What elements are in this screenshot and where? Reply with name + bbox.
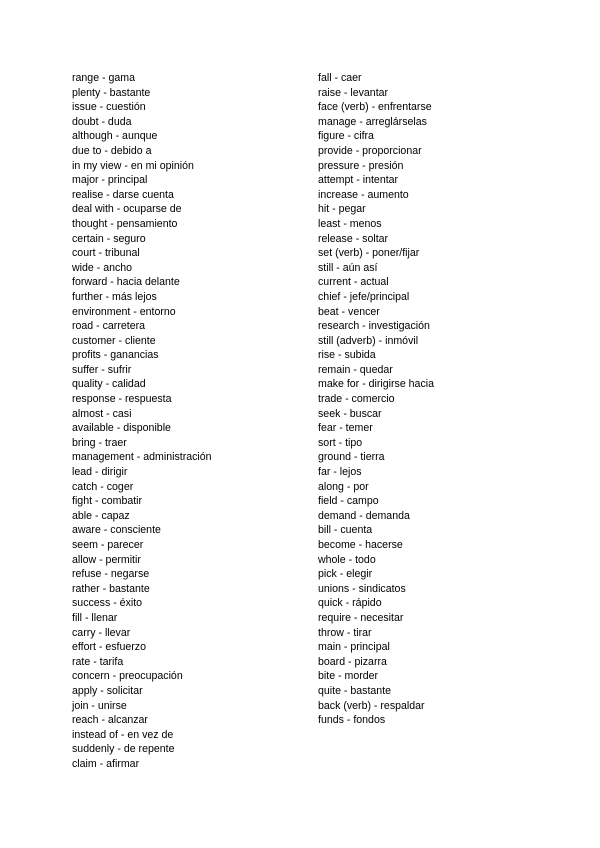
vocabulary-entry: release - soltar [318, 232, 389, 245]
vocabulary-entry: manage - arreglárselas [318, 115, 427, 128]
vocabulary-entry: lead - dirigir [72, 466, 128, 479]
vocabulary-entry: fill - llenar [72, 611, 118, 624]
vocabulary-entry: profits - ganancias [72, 349, 159, 362]
vocabulary-entry: doubt - duda [72, 115, 132, 128]
vocabulary-entry: fall - caer [318, 72, 362, 84]
vocabulary-entry: attempt - intentar [318, 174, 399, 187]
vocabulary-entry: wide - ancho [72, 261, 133, 274]
vocabulary-entry: fear - temer [318, 422, 373, 435]
vocabulary-entry: make for - dirigirse hacia [318, 378, 434, 391]
vocabulary-entry: remain - quedar [318, 363, 393, 376]
vocabulary-entry: quite - bastante [318, 684, 392, 697]
vocabulary-entry: increase - aumento [318, 188, 409, 201]
vocabulary-entry: bite - morder [318, 670, 379, 683]
vocabulary-entry: least - menos [318, 217, 382, 230]
vocabulary-entry: quick - rápido [318, 597, 382, 610]
vocabulary-entry: hit - pegar [318, 203, 366, 216]
vocabulary-entry: rather - bastante [72, 582, 150, 595]
vocabulary-entry: back (verb) - respaldar [318, 699, 425, 712]
vocabulary-entry: suddenly - de repente [72, 743, 175, 756]
vocabulary-entry: aware - consciente [72, 524, 161, 537]
vocabulary-entry: apply - solicitar [72, 684, 143, 697]
vocabulary-entry: board - pizarra [318, 655, 387, 668]
vocabulary-entry: customer - cliente [72, 334, 156, 347]
vocabulary-entry: rate - tarifa [72, 655, 124, 668]
vocabulary-entry: plenty - bastante [72, 86, 151, 99]
vocabulary-entry: realise - darse cuenta [72, 188, 174, 201]
vocabulary-entry: instead of - en vez de [72, 728, 174, 741]
vocabulary-entry: main - principal [318, 641, 390, 654]
vocabulary-entry: suffer - sufrir [72, 363, 132, 376]
vocabulary-entry: effort - esfuerzo [72, 641, 146, 654]
vocabulary-entry: join - unirse [72, 699, 127, 712]
vocabulary-entry: issue - cuestión [72, 101, 146, 114]
vocabulary-entry: face (verb) - enfrentarse [318, 101, 432, 114]
vocabulary-entry: due to - debido a [72, 144, 152, 157]
vocabulary-entry: further - más lejos [72, 290, 157, 303]
vocabulary-entry: require - necesitar [318, 611, 404, 624]
vocabulary-entry: forward - hacia delante [72, 276, 180, 289]
vocabulary-entry: field - campo [318, 495, 379, 508]
vocabulary-entry: reach - alcanzar [72, 714, 148, 727]
vocabulary-entry: court - tribunal [72, 247, 140, 260]
vocabulary-entry: major - principal [72, 174, 148, 187]
vocabulary-entry: still - aún así [318, 261, 378, 274]
vocabulary-entry: claim - afirmar [72, 757, 140, 770]
vocabulary-entry: provide - proporcionar [318, 144, 422, 157]
vocabulary-entry: current - actual [318, 276, 389, 289]
vocabulary-entry: trade - comercio [318, 393, 395, 406]
vocabulary-entry: success - éxito [72, 597, 143, 610]
vocabulary-entry: almost - casi [72, 407, 132, 420]
vocabulary-entry: fight - combatir [72, 495, 143, 508]
vocabulary-entry: catch - coger [72, 480, 134, 493]
vocabulary-entry: thought - pensamiento [72, 217, 178, 230]
vocabulary-column-right [318, 71, 558, 728]
vocabulary-entry: set (verb) - poner/fijar [318, 247, 420, 260]
vocabulary-entry: chief - jefe/principal [318, 290, 410, 303]
vocabulary-entry: environment - entorno [72, 305, 176, 318]
vocabulary-entry: bring - traer [72, 436, 127, 449]
vocabulary-entry: deal with - ocuparse de [72, 203, 182, 216]
vocabulary-entry: seem - parecer [72, 539, 144, 551]
vocabulary-entry: seek - buscar [318, 407, 382, 420]
vocabulary-entry: ground - tierra [318, 451, 385, 464]
vocabulary-entry: response - respuesta [72, 393, 172, 406]
vocabulary-entry: rise - subida [318, 349, 376, 362]
vocabulary-entry: although - aunque [72, 130, 158, 143]
vocabulary-column-left [72, 71, 302, 772]
vocabulary-entry: along - por [318, 480, 369, 493]
vocabulary-entry: refuse - negarse [72, 568, 150, 581]
vocabulary-entry: bill - cuenta [318, 524, 373, 537]
vocabulary-entry: certain - seguro [72, 232, 146, 245]
vocabulary-entry: beat - vencer [318, 305, 380, 318]
vocabulary-entry: management - administración [72, 451, 212, 464]
vocabulary-entry: figure - cifra [318, 130, 374, 143]
vocabulary-entry: range - gama [72, 72, 136, 84]
vocabulary-entry: pressure - presión [318, 159, 404, 172]
vocabulary-entry: available - disponible [72, 422, 171, 435]
vocabulary-entry: sort - tipo [318, 436, 363, 449]
vocabulary-entry: able - capaz [72, 509, 130, 522]
vocabulary-entry: funds - fondos [318, 714, 386, 727]
vocabulary-entry: quality - calidad [72, 378, 146, 391]
vocabulary-entry: still (adverb) - inmóvil [318, 334, 419, 347]
vocabulary-entry: pick - elegir [318, 568, 373, 581]
vocabulary-entry: research - investigación [318, 320, 430, 333]
vocabulary-entry: in my view - en mi opinión [72, 159, 194, 172]
vocabulary-entry: become - hacerse [318, 539, 403, 551]
vocabulary-entry: carry - llevar [72, 626, 131, 639]
vocabulary-entry: far - lejos [318, 466, 362, 479]
vocabulary-entry: demand - demanda [318, 509, 410, 522]
vocabulary-entry: allow - permitir [72, 553, 141, 566]
vocabulary-entry: raise - levantar [318, 86, 389, 99]
vocabulary-entry: throw - tirar [318, 626, 372, 639]
vocabulary-entry: road - carretera [72, 320, 146, 333]
vocabulary-entry: concern - preocupación [72, 670, 183, 683]
vocabulary-entry: whole - todo [318, 553, 376, 566]
vocabulary-entry: unions - sindicatos [318, 582, 406, 595]
